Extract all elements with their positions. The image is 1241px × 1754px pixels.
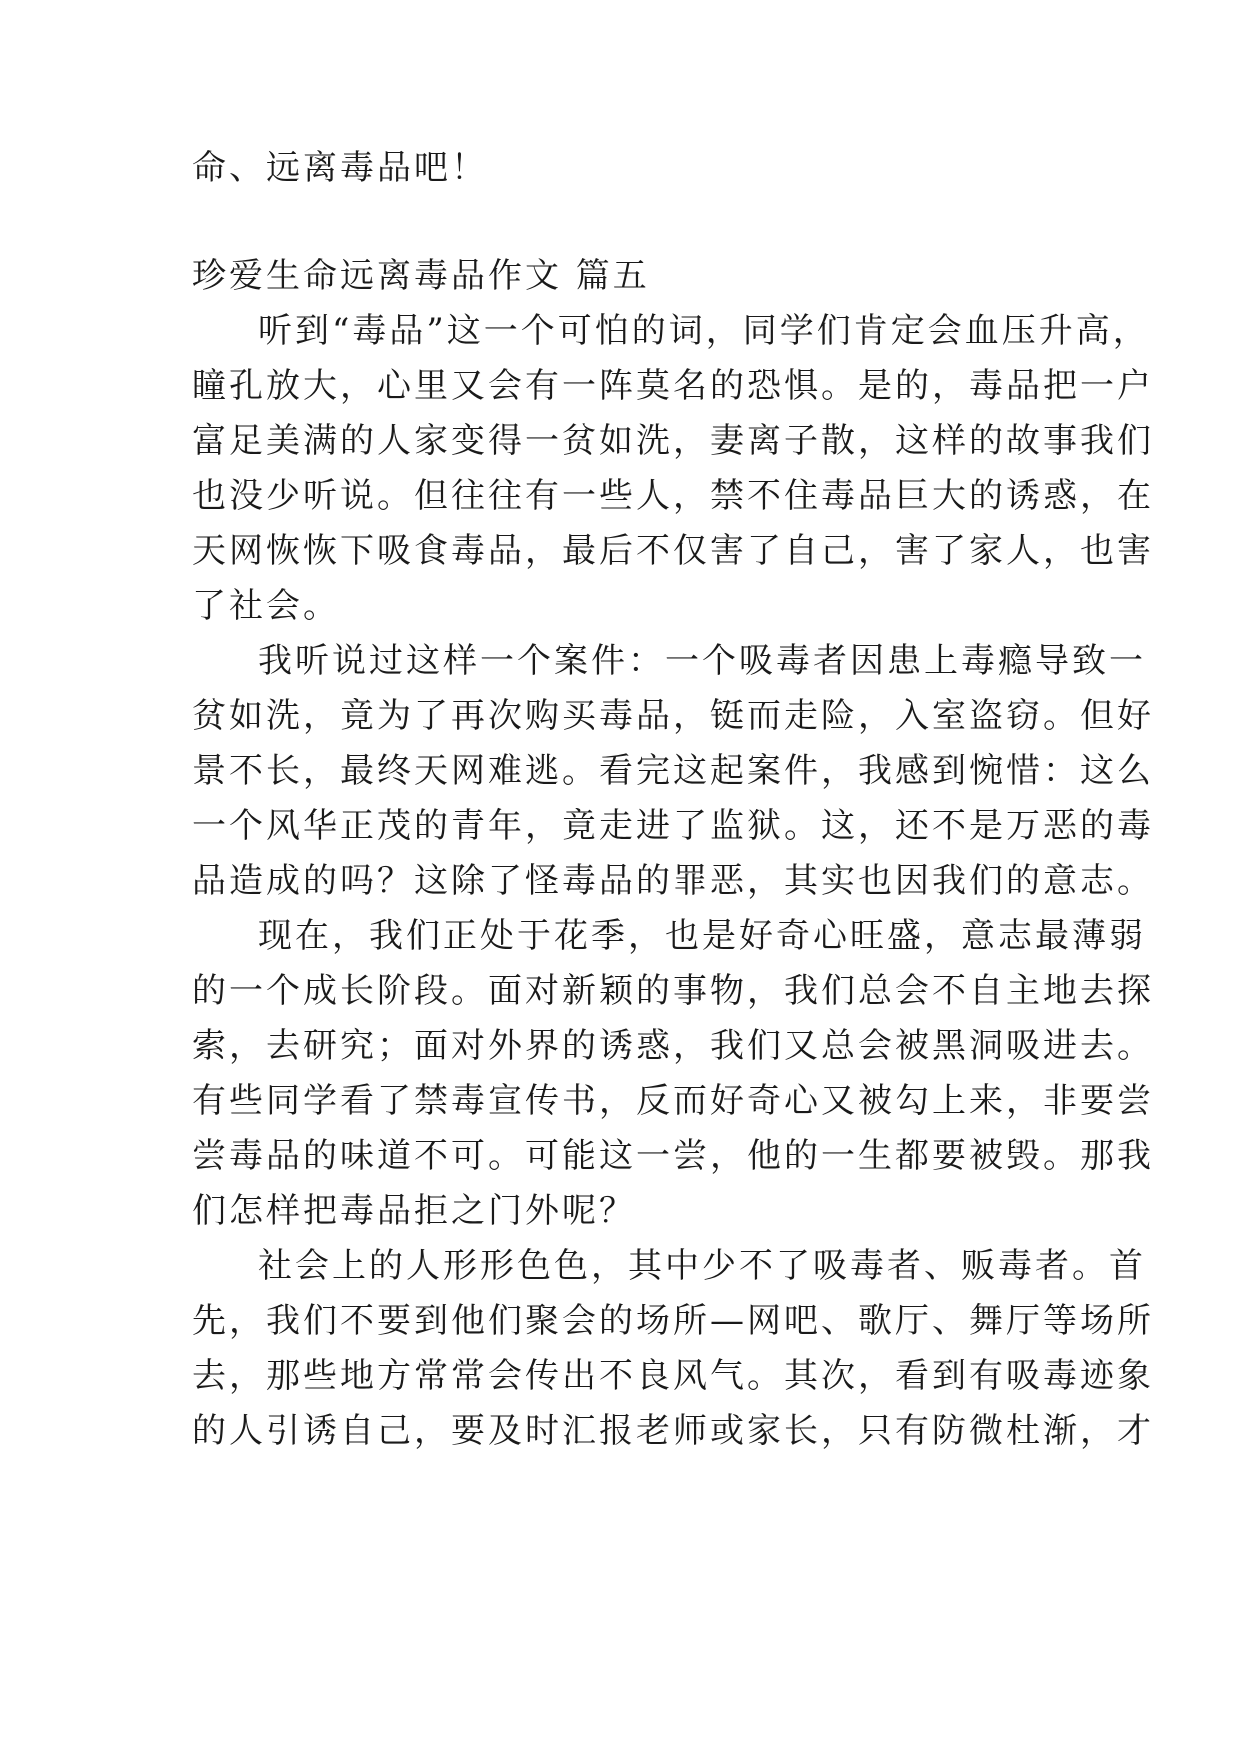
paragraph-3-line-5: 尝毒品的味道不可。可能这一尝，他的一生都要被毁。那我: [192, 1136, 1154, 1176]
paragraph-3-line-2: 的一个成长阶段。面对新颖的事物，我们总会不自主地去探: [192, 971, 1154, 1011]
paragraph-2-line-1: 我听说过这样一个案件：一个吸毒者因患上毒瘾导致一: [258, 641, 1146, 681]
paragraph-3-line-3: 索，去研究；面对外界的诱惑，我们又总会被黑洞吸进去。: [192, 1026, 1154, 1066]
paragraph-1-line-2: 瞳孔放大，心里又会有一阵莫名的恐惧。是的，毒品把一户: [192, 366, 1154, 406]
paragraph-2-line-4: 一个风华正茂的青年，竟走进了监狱。这，还不是万恶的毒: [192, 806, 1154, 846]
paragraph-3-line-4: 有些同学看了禁毒宣传书，反而好奇心又被勾上来，非要尝: [192, 1081, 1154, 1121]
paragraph-1-line-6: 了社会。: [192, 586, 340, 626]
paragraph-3-line-1: 现在，我们正处于花季，也是好奇心旺盛，意志最薄弱: [258, 916, 1146, 956]
paragraph-4-line-3: 去，那些地方常常会传出不良风气。其次，看到有吸毒迹象: [192, 1356, 1154, 1396]
paragraph-4-line-1: 社会上的人形形色色，其中少不了吸毒者、贩毒者。首: [258, 1246, 1146, 1286]
paragraph-1-line-3: 富足美满的人家变得一贫如洗，妻离子散，这样的故事我们: [192, 421, 1154, 461]
paragraph-3-line-6: 们怎样把毒品拒之门外呢？: [192, 1191, 636, 1231]
paragraph-1-line-1: 听到“毒品”这一个可怕的词，同学们肯定会血压升高，: [258, 311, 1150, 351]
continuation-line: 命、远离毒品吧！: [192, 148, 488, 188]
paragraph-4-line-4: 的人引诱自己，要及时汇报老师或家长，只有防微杜渐，才: [192, 1411, 1154, 1451]
paragraph-2-line-2: 贫如洗，竟为了再次购买毒品，铤而走险，入室盗窃。但好: [192, 696, 1154, 736]
paragraph-4-line-2: 先，我们不要到他们聚会的场所—网吧、歌厅、舞厅等场所: [192, 1301, 1154, 1341]
section-title: 珍爱生命远离毒品作文 篇五: [192, 256, 650, 296]
paragraph-1-line-4: 也没少听说。但往往有一些人，禁不住毒品巨大的诱惑，在: [192, 476, 1154, 516]
paragraph-2-line-3: 景不长，最终天网难逃。看完这起案件，我感到惋惜：这么: [192, 751, 1154, 791]
paragraph-1-line-5: 天网恢恢下吸食毒品，最后不仅害了自己，害了家人，也害: [192, 531, 1154, 571]
paragraph-2-line-5: 品造成的吗？这除了怪毒品的罪恶，其实也因我们的意志。: [192, 861, 1154, 901]
